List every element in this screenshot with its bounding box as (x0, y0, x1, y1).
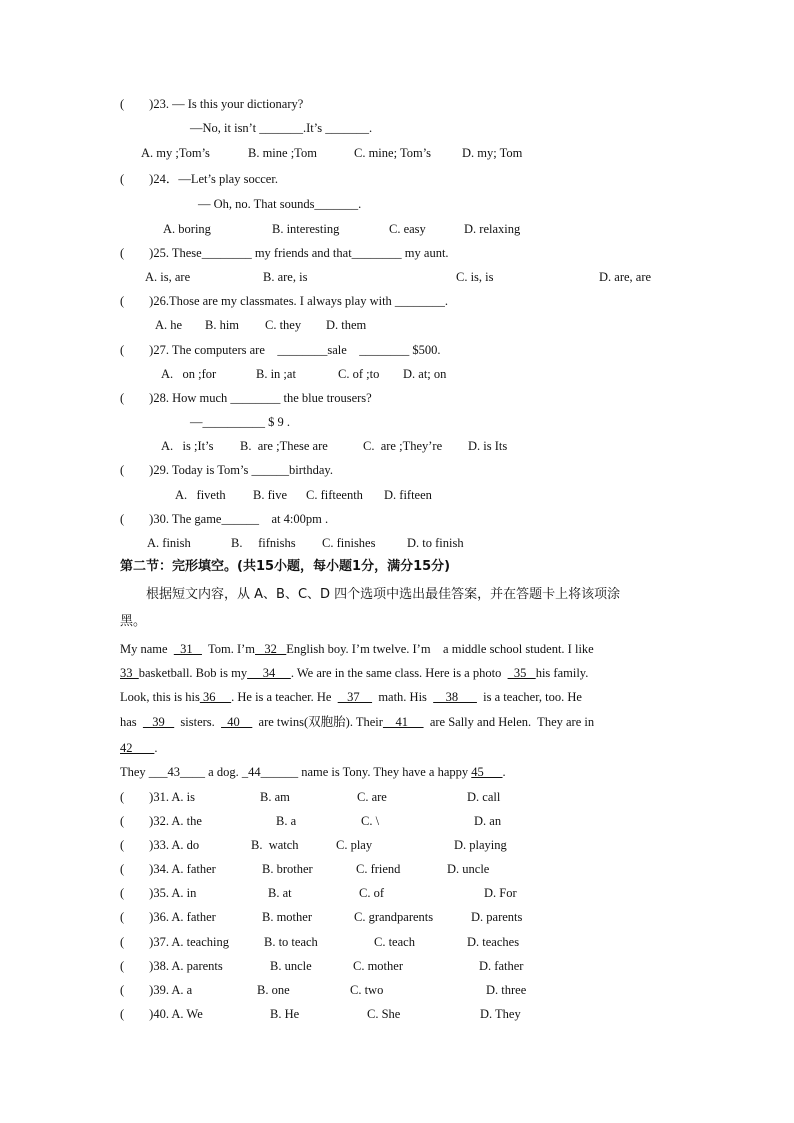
cloze-37-option-c: C. teach (374, 935, 415, 949)
question-28-option-b: B. are ;These are (240, 439, 328, 453)
question-30-stem: ( )30. The game______ at 4:00pm . (120, 512, 329, 526)
cloze-36-option-b: B. mother (262, 910, 312, 924)
passage-line-5: 42 . (120, 741, 158, 755)
question-30-option-a: A. finish (147, 536, 191, 550)
cloze-36-option-c: C. grandparents (354, 910, 434, 924)
cloze-33-stem: ( )33. A. do (120, 838, 200, 852)
question-23-option-c: C. mine; Tom’s (354, 146, 432, 160)
cloze-40-option-d: D. They (480, 1007, 521, 1021)
blank-34: 34 (247, 666, 291, 680)
cloze-35-option-c: C. of (359, 886, 384, 900)
passage-line-6: They ___43____ a dog. _44______ name is Tony. They have a happy 45 . (120, 765, 506, 779)
question-28-option-a: A. is ;It’s (161, 439, 214, 453)
cloze-35-option-b: B. at (268, 886, 292, 900)
section-instruction-continued: 黑。 (120, 614, 147, 629)
question-25-option-b: B. are, is (263, 270, 308, 284)
cloze-31-stem: ( )31. A. is (120, 790, 195, 804)
cloze-33-option-c: C. play (336, 838, 373, 852)
cloze-33-option-d: D. playing (454, 838, 507, 852)
blank-38: 38 (433, 690, 477, 704)
cloze-39-option-d: D. three (486, 983, 527, 997)
passage-line-3: Look, this is his 36 . He is a teacher. He 37 math. His 38 is a teacher, too. He (120, 690, 582, 704)
cloze-32-option-c: C. \ (361, 814, 380, 828)
blank-33: 33 (120, 666, 139, 680)
cloze-35-option-d: D. For (484, 886, 517, 900)
blank-39: 39 (142, 715, 175, 729)
question-28-stem: ( )28. How much ________ the blue trousers? (120, 391, 372, 405)
cloze-38-option-d: D. father (479, 959, 524, 973)
question-23-reply: —No, it isn’t _______.It’s _______. (190, 121, 373, 135)
cloze-31-option-d: D. call (467, 790, 501, 804)
question-26-stem: ( )26.Those are my classmates. I always play with ________. (120, 294, 449, 308)
blank-45: 45 (471, 765, 503, 779)
question-24-reply: — Oh, no. That sounds_______. (198, 197, 362, 211)
question-24-option-c: C. easy (389, 222, 426, 236)
section-instruction: 根据短文内容，从 A、B、C、D 四个选项中选出最佳答案，并在答题卡上将该项涂 (146, 587, 621, 602)
passage-line-4: has 39 sisters. 40 are twins(双胞胎). Their 41 are Sally and Helen. They are in (120, 715, 595, 729)
cloze-34-option-c: C. friend (356, 862, 401, 876)
question-30-option-d: D. to finish (407, 536, 464, 550)
blank-42: 42 (120, 741, 155, 755)
question-25-stem: ( )25. These________ my friends and that________ my aunt. (120, 246, 449, 260)
cloze-37-option-d: D. teaches (467, 935, 520, 949)
blank-35: 35 (507, 666, 536, 680)
cloze-34-stem: ( )34. A. father (120, 862, 216, 876)
question-27-option-a: A. on ;for (161, 367, 217, 381)
blank-32: 32 (255, 642, 287, 656)
blank-31: 31 (173, 642, 202, 656)
passage-line-2: 33 basketball. Bob is my 34 . We are in the same class. Here is a photo 35 his family. (120, 666, 589, 680)
cloze-34-option-d: D. uncle (447, 862, 490, 876)
question-27-option-c: C. of ;to (338, 367, 380, 381)
cloze-37-stem: ( )37. A. teaching (120, 935, 230, 949)
cloze-32-stem: ( )32. A. the (120, 814, 202, 828)
question-29-stem: ( )29. Today is Tom’s ______birthday. (120, 463, 333, 477)
cloze-32-option-d: D. an (474, 814, 502, 828)
question-27-option-b: B. in ;at (256, 367, 296, 381)
question-26-option-c: C. they (265, 318, 302, 332)
cloze-32-option-b: B. a (276, 814, 297, 828)
cloze-37-option-b: B. to teach (264, 935, 318, 949)
question-29-option-c: C. fifteenth (306, 488, 363, 502)
question-24-stem: ( )24．—Let’s play soccer. (120, 172, 278, 186)
cloze-39-option-c: C. two (350, 983, 384, 997)
question-26-option-d: D. them (326, 318, 367, 332)
question-23-option-b: B. mine ;Tom (248, 146, 317, 160)
question-28-reply: —__________ $ 9 . (190, 415, 290, 429)
passage-line-1: My name 31 Tom. I’m 32 English boy. I’m twelve. I’m a middle school student. I like (120, 642, 594, 656)
blank-37: 37 (337, 690, 373, 704)
cloze-33-option-b: B. watch (251, 838, 299, 852)
cloze-38-option-c: C. mother (353, 959, 403, 973)
question-27-stem: ( )27. The computers are ________sale ________ $500. (120, 343, 441, 357)
cloze-31-option-c: C. are (357, 790, 387, 804)
cloze-40-option-b: B. He (270, 1007, 300, 1021)
cloze-39-option-b: B. one (257, 983, 290, 997)
question-27-option-d: D. at; on (403, 367, 447, 381)
cloze-36-option-d: D. parents (471, 910, 523, 924)
question-25-option-d: D. are, are (599, 270, 652, 284)
question-28-option-c: C. are ;They’re (363, 439, 443, 453)
question-29-option-b: B. five (253, 488, 288, 502)
question-26-option-b: B. him (205, 318, 240, 332)
question-23-option-a: A. my ;Tom’s (141, 146, 210, 160)
blank-41: 41 (382, 715, 424, 729)
cloze-36-stem: ( )36. A. father (120, 910, 216, 924)
blank-40: 40 (221, 715, 253, 729)
cloze-38-stem: ( )38. A. parents (120, 959, 223, 973)
question-24-option-a: A. boring (163, 222, 211, 236)
question-24-option-d: D. relaxing (464, 222, 521, 236)
question-23-option-d: D. my; Tom (462, 146, 523, 160)
question-25-option-a: A. is, are (145, 270, 191, 284)
cloze-34-option-b: B. brother (262, 862, 313, 876)
question-29-option-a: A. fiveth (175, 488, 226, 502)
question-23-stem: ( )23. — Is this your dictionary? (120, 97, 304, 111)
question-30-option-b: B. fifnishs (231, 536, 296, 550)
question-28-option-d: D. is Its (468, 439, 508, 453)
blank-36: 36 (199, 690, 232, 704)
cloze-31-option-b: B. am (260, 790, 290, 804)
question-26-option-a: A. he (155, 318, 183, 332)
cloze-40-stem: ( )40. A. We (120, 1007, 203, 1021)
cloze-40-option-c: C. She (367, 1007, 401, 1021)
question-30-option-c: C. finishes (322, 536, 376, 550)
question-24-option-b: B. interesting (272, 222, 340, 236)
section-title: 第二节：完形填空。(共15小题，每小题1分，满分15分) (120, 559, 451, 574)
question-25-option-c: C. is, is (456, 270, 494, 284)
cloze-39-stem: ( )39. A. a (120, 983, 193, 997)
question-29-option-d: D. fifteen (384, 488, 432, 502)
cloze-38-option-b: B. uncle (270, 959, 312, 973)
cloze-35-stem: ( )35. A. in (120, 886, 197, 900)
